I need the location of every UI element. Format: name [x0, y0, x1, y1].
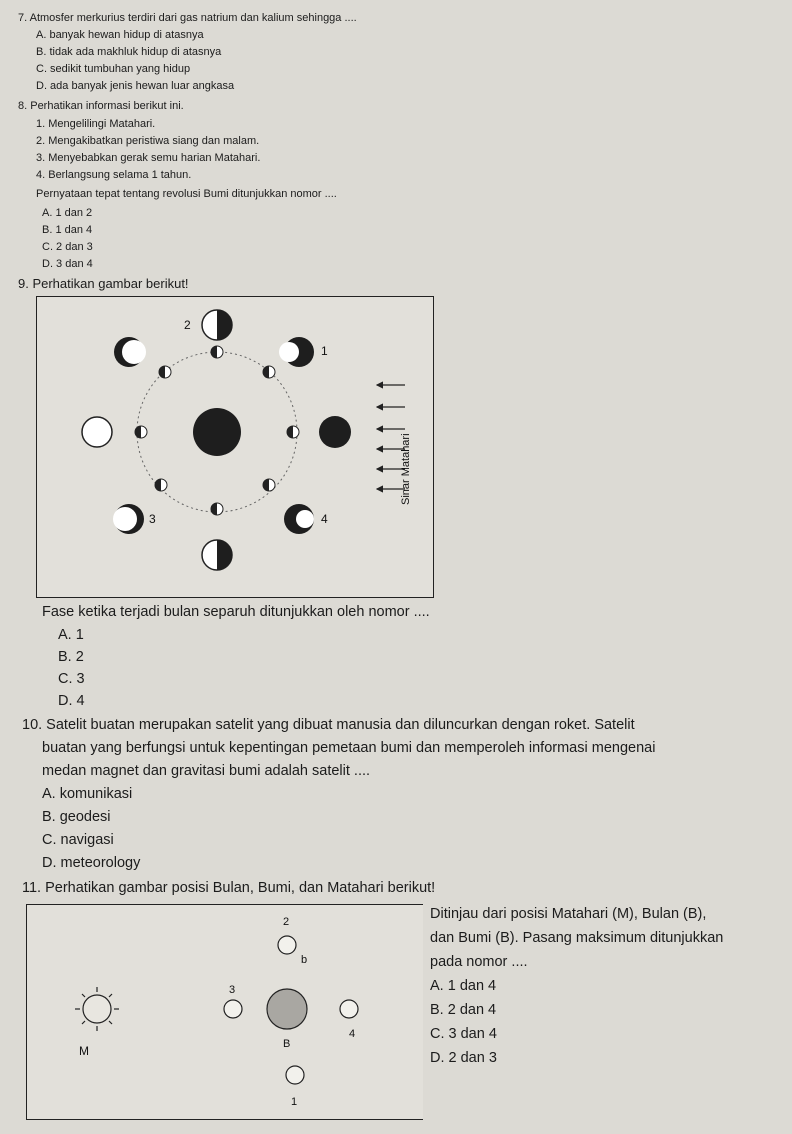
q9-option-d[interactable]: D. 4 [58, 693, 85, 709]
label-3: 3 [229, 984, 236, 996]
q11-option-b[interactable]: B. 2 dan 4 [430, 1002, 497, 1018]
q7-option-b[interactable]: B. tidak ada makhluk hidup di atasnya [36, 46, 222, 58]
q9-option-b[interactable]: B. 2 [58, 649, 84, 665]
q8-item-2: 2. Mengakibatkan peristiwa siang dan malam. [36, 135, 260, 147]
q7-option-a[interactable]: A. banyak hewan hidup di atasnya [36, 29, 204, 41]
phase-1-gibbous [279, 337, 314, 367]
phase-label-1: 1 [321, 344, 328, 358]
label-2: 2 [283, 916, 290, 928]
q9-option-a[interactable]: A. 1 [58, 627, 84, 643]
q8-item-4: 4. Berlangsung selama 1 tahun. [36, 169, 192, 181]
phase-2-first-quarter [202, 310, 232, 340]
tide-diagram [26, 904, 423, 1120]
phase-label-3: 3 [149, 512, 156, 526]
moon-pos-3 [224, 1000, 242, 1018]
q8-option-c[interactable]: C. 2 dan 3 [42, 241, 93, 253]
q10-line-2: buatan yang berfungsi untuk kepentingan pemetaan bumi dan memperoleh informasi mengenai [42, 740, 656, 756]
earth-B [267, 989, 307, 1029]
q8-item-3: 3. Menyebabkan gerak semu harian Matahari. [36, 152, 261, 164]
moon-pos-2 [278, 936, 296, 954]
q9-stem: 9. Perhatikan gambar berikut! [18, 276, 189, 291]
phase-full-moon-right [319, 416, 351, 448]
moon-phase-diagram [36, 296, 434, 598]
q10-option-c[interactable]: C. navigasi [42, 832, 114, 848]
phase-label-2: 2 [184, 318, 191, 332]
orbit-moon-bottom-right [263, 479, 275, 491]
orbit-moon-bottom-left [155, 479, 167, 491]
q10-option-a[interactable]: A. komunikasi [42, 786, 133, 802]
q8-item-1: 1. Mengelilingi Matahari. [36, 118, 156, 130]
moon-pos-1 [286, 1066, 304, 1084]
phase-last-quarter-bottom [202, 540, 232, 570]
q11-option-d[interactable]: D. 2 dan 3 [430, 1050, 497, 1066]
orbit-moon-top-right [263, 366, 275, 378]
q11-option-c[interactable]: C. 3 dan 4 [430, 1026, 497, 1042]
moon-phase-svg [37, 297, 433, 597]
q7-option-d[interactable]: D. ada banyak jenis hewan luar angkasa [36, 80, 235, 92]
label-b-small: b [301, 954, 308, 966]
phase-4-gibbous [284, 504, 314, 534]
q8-question: Pernyataan tepat tentang revolusi Bumi ditunjukkan nomor .... [36, 188, 337, 200]
sunlight-label: Sinar Matahari [400, 433, 412, 505]
phase-waxing-crescent-left [114, 337, 146, 367]
moon-pos-4 [340, 1000, 358, 1018]
phase-label-4: 4 [321, 512, 328, 526]
q10-line-3: medan magnet dan gravitasi bumi adalah satelit .... [42, 763, 371, 779]
q8-stem: 8. Perhatikan informasi berikut ini. [18, 100, 184, 112]
tide-svg [27, 905, 423, 1119]
q11-option-a[interactable]: A. 1 dan 4 [430, 978, 497, 994]
q9-question: Fase ketika terjadi bulan separuh ditunjukkan oleh nomor .... [42, 604, 430, 620]
q10-option-b[interactable]: B. geodesi [42, 809, 111, 825]
q8-option-b[interactable]: B. 1 dan 4 [42, 224, 93, 236]
phase-new-moon-left [82, 417, 112, 447]
phase-3-crescent [113, 504, 144, 534]
orbit-moon-left [135, 426, 147, 438]
orbit-moon-right [287, 426, 299, 438]
sun-icon [75, 987, 119, 1031]
q7-option-c[interactable]: C. sedikit tumbuhan yang hidup [36, 63, 191, 75]
q11-question-line-3: pada nomor .... [430, 954, 528, 970]
q7-stem: 7. Atmosfer merkurius terdiri dari gas natrium dan kalium sehingga .... [18, 12, 357, 24]
earth [193, 408, 241, 456]
q11-question-line-2: dan Bumi (B). Pasang maksimum ditunjukkan [430, 930, 724, 946]
q11-stem: 11. Perhatikan gambar posisi Bulan, Bumi, dan Matahari berikut! [22, 880, 436, 896]
orbit-moon-bottom [211, 503, 223, 515]
q11-question-line-1: Ditinjau dari posisi Matahari (M), Bulan (B), [430, 906, 707, 922]
orbit-moon-top-left [159, 366, 171, 378]
label-4: 4 [349, 1028, 356, 1040]
q9-option-c[interactable]: C. 3 [58, 671, 85, 687]
q10-option-d[interactable]: D. meteorology [42, 855, 141, 871]
q8-option-a[interactable]: A. 1 dan 2 [42, 207, 93, 219]
label-M: M [79, 1044, 89, 1058]
label-1: 1 [291, 1096, 298, 1108]
orbit-moon-top [211, 346, 223, 358]
label-B: B [283, 1038, 291, 1050]
q8-option-d[interactable]: D. 3 dan 4 [42, 258, 93, 270]
q10-line-1: 10. Satelit buatan merupakan satelit yang dibuat manusia dan diluncurkan dengan roket. Satelit [22, 717, 635, 733]
